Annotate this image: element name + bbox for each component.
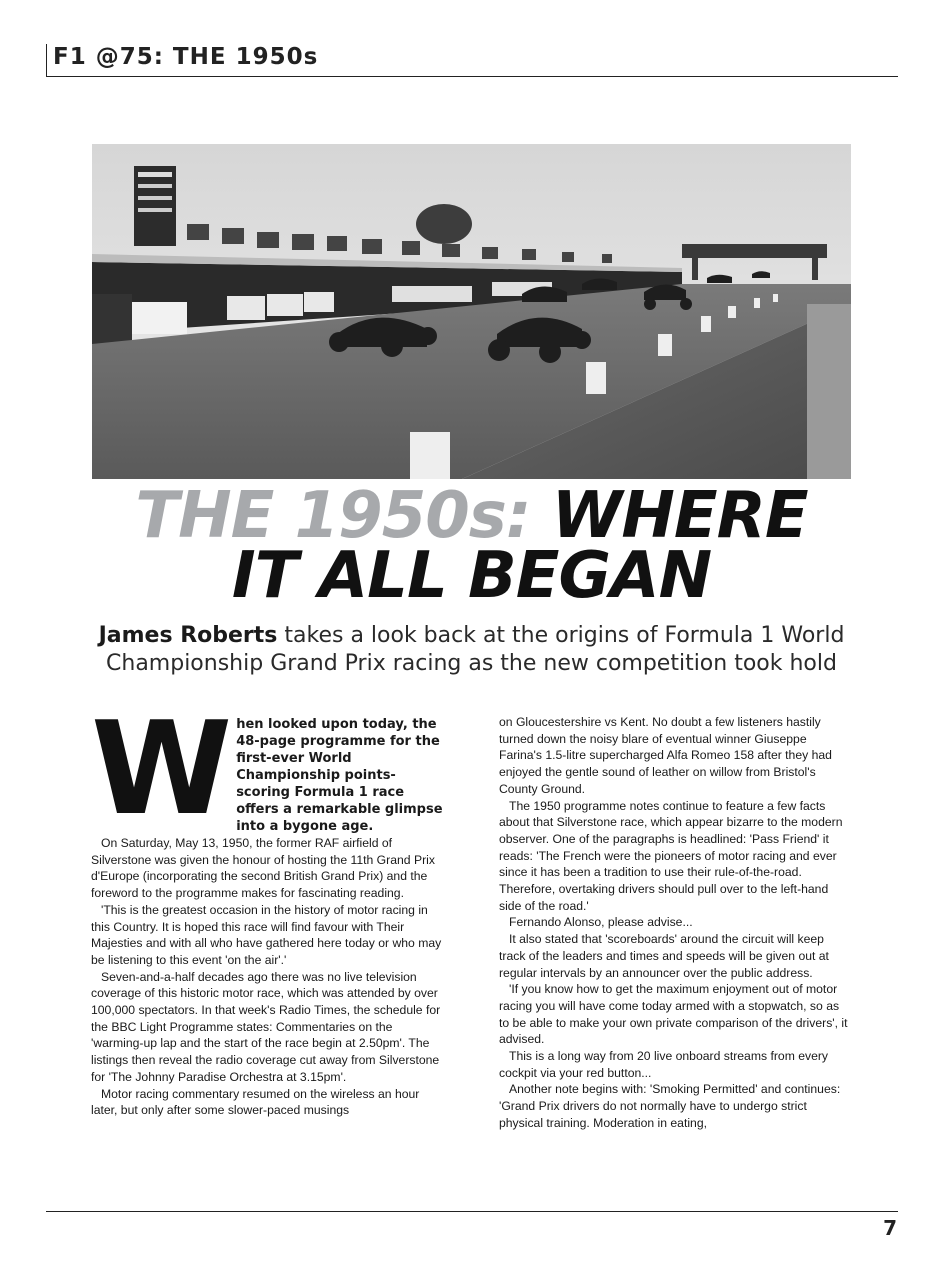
article-column-right <box>499 714 851 1132</box>
headline <box>60 479 883 613</box>
article-column-left <box>91 695 447 1119</box>
footer-rule <box>46 1211 898 1212</box>
headline-black-line-1: WHERE <box>551 479 808 553</box>
article-paragraph: Fernando Alonso, please advise... <box>509 915 693 930</box>
page-number: 7 <box>883 1216 897 1240</box>
section-header <box>46 44 898 77</box>
section-header-bar <box>46 44 47 76</box>
headline-black-line-2: IT ALL BEGAN <box>231 539 712 613</box>
article-paragraph: 'If you know how to get the maximum enjoyment out of motor racing you will have come today armed with a stopwatch, so as to be able to make your own private comparison of the drivers', it advised. <box>499 982 848 1047</box>
standfirst-text: takes a look back at the origins of Formula 1 World Championship Grand Prix racing as the new competition took hold <box>106 623 845 676</box>
author-name: James Roberts <box>98 623 278 648</box>
article-intro: hen looked upon today, the 48-page programme for the first-ever World Championship points-scoring Formula 1 race offers a remarkable glimpse into a bygone age. <box>236 717 443 834</box>
race-photo-illustration <box>92 144 851 479</box>
article-paragraph: The 1950 programme notes continue to feature a few facts about that Silverstone race, which appear bizarre to the modern observer. One of the paragraphs is headlined: 'Pass Friend' it reads: 'The French were the pioneers of motor racing and ever since it has been a tradition to use their rule-of-the-road. Therefore, overtaking drivers should pull over to the left-hand side of the road.' <box>499 798 843 913</box>
section-label: F1 @75: THE 1950s <box>53 44 319 70</box>
standfirst <box>60 622 883 678</box>
hero-photo <box>92 144 851 479</box>
article-paragraph: This is a long way from 20 live onboard streams from every cockpit via your red button... <box>499 1049 829 1080</box>
article-paragraph: Another note begins with: 'Smoking Permitted' and continues: 'Grand Prix drivers do not normally have to undergo strict physical training. Moderation in eating, <box>499 1082 841 1130</box>
article-paragraph: On Saturday, May 13, 1950, the former RAF airfield of Silverstone was given the honour of hosting the 11th Grand Prix d'Europe (incorporating the second British Grand Prix) and the foreword to the programme makes for fascinating reading. <box>91 836 435 901</box>
article-paragraph: Motor racing commentary resumed on the wireless an hour later, but only after some slower-paced musings <box>91 1086 420 1118</box>
article-paragraph: Seven-and-a-half decades ago there was no live television coverage of this historic motor race, which was attended by over 100,000 spectators. In that week's Radio Times, the schedule for the BBC Light Programme states: Commentaries on the 'warming-up lap and the start of the race begin at 2.50pm'. The listings then reveal the radio coverage cut away from Silverstone for 'The Johnny Paradise Orchestra at 3.15pm'. <box>91 969 441 1084</box>
drop-cap: W <box>91 695 227 844</box>
article-paragraph: on Gloucestershire vs Kent. No doubt a few listeners hastily turned down the noisy blare of eventual winner Giuseppe Farina's 1.5-litre supercharged Alfa Romeo 158 after they had enjoyed the gentle sound of leather on willow from Bristol's County Ground. <box>499 715 832 796</box>
article-paragraph: 'This is the greatest occasion in the history of motor racing in this Country. It is hoped this race will find favour with Their Majesties and with all who have gathered here today or who may be listening to this event 'on the air'.' <box>91 902 442 967</box>
article-paragraph: It also stated that 'scoreboards' around the circuit will keep track of the leaders and times and speeds will be given out at regular intervals by an announcer over the public address. <box>499 932 829 980</box>
headline-grey: THE 1950s: <box>135 479 531 553</box>
